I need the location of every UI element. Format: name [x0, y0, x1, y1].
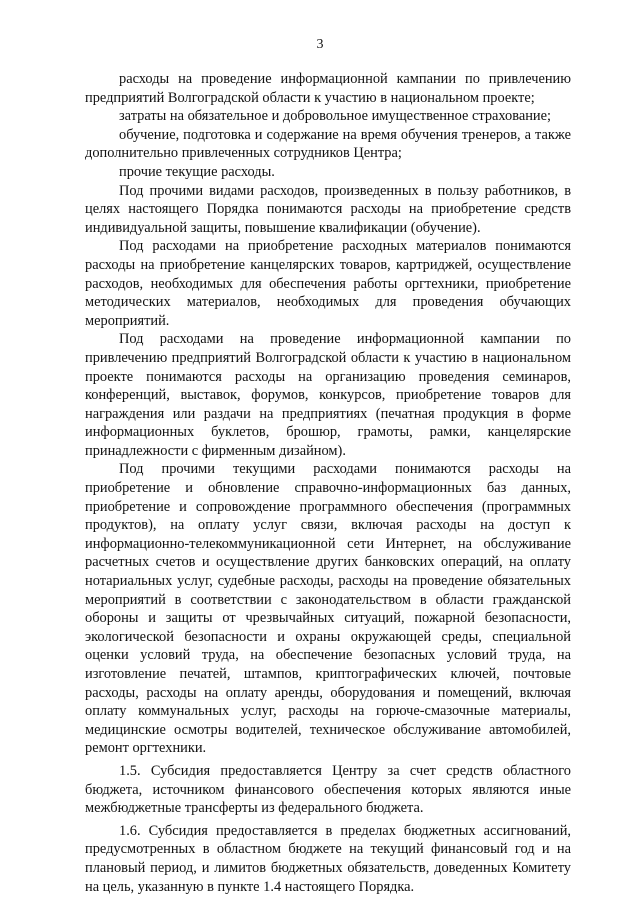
paragraph-9: 1.5. Субсидия предоставляется Центру за счет средств областного бюджета, источником финансового обеспечения которых являются иные межбюджетные трансферты из федерального бюджета. [85, 762, 571, 817]
paragraph-5: Под прочими видами расходов, произведенных в пользу работников, в целях настоящего Порядка понимаются расходы на приобретение средств индивидуальной защиты, повышение квалификации (обучение). [85, 182, 571, 236]
document-body [85, 70, 571, 896]
paragraph-3: обучение, подготовка и содержание на время обучения тренеров, а также дополнительно привлеченных сотрудников Центра; [85, 126, 571, 162]
paragraph-1: расходы на проведение информационной кампании по привлечению предприятий Волгоградской области к участию в национальном проекте; [85, 71, 571, 106]
paragraph-6: Под расходами на приобретение расходных материалов понимаются расходы на приобретение канцелярских товаров, картриджей, осуществление расходов, необходимых для обеспечения работы оргтехники, приобретение методических материалов, необходимых для проведения обучающих мероприятий. [85, 238, 571, 329]
paragraph-2: затраты на обязательное и добровольное имущественное страхование; [119, 108, 552, 125]
paragraph-8: Под прочими текущими расходами понимаются расходы на приобретение и обновление справочно-информационных баз данных, приобретение и сопровождение программного обеспечения (программных продуктов), на оплату услуг связи, включая расходы на доступ к информационно-телекоммуникационной сети Интернет, на обслуживание расчетных счетов и осуществление других банковских операций, на оплату нотариальных услуг, судебные расходы, расходы на проведение обязательных мероприятий в соответствии с законодательством в области гражданской обороны и защиты от чрезвычайных ситуаций, пожарной безопасности, экологической безопасности и охраны окружающей среды, специальной оценки условий труда, на обеспечение безопасных условий труда, на изготовление печатей, штампов, криптографических ключей, почтовые расходы, расходы на оплату аренды, оборудования и помещений, включая оплату коммунальных услуг, расходы на горюче-смазочные материалы, медицинские осмотры водителей, техническое обслуживание автомобилей, ремонт оргтехники. [85, 461, 571, 757]
paragraph-7: Под расходами на проведение информационной кампании по привлечению предприятий Волгоградской области к участию в национальном проекте понимаются расходы на организацию проведения семинаров, конференций, выставок, форумов, конкурсов, приобретение товаров для награждения или раздачи на предприятиях (печатная продукция в форме информационных буклетов, брошюр, грамоты, рамки, канцелярские принадлежности с фирменным дизайном). [85, 331, 571, 459]
paragraph-4: прочие текущие расходы. [119, 163, 275, 180]
page-number: 3 [316, 37, 324, 52]
paragraph-10: 1.6. Субсидия предоставляется в пределах бюджетных ассигнований, предусмотренных в областном бюджете на текущий финансовый год и на плановый период, и лимитов бюджетных обязательств, доведенных Комитету на цель, указанную в пункте 1.4 настоящего Порядка. [85, 822, 571, 895]
